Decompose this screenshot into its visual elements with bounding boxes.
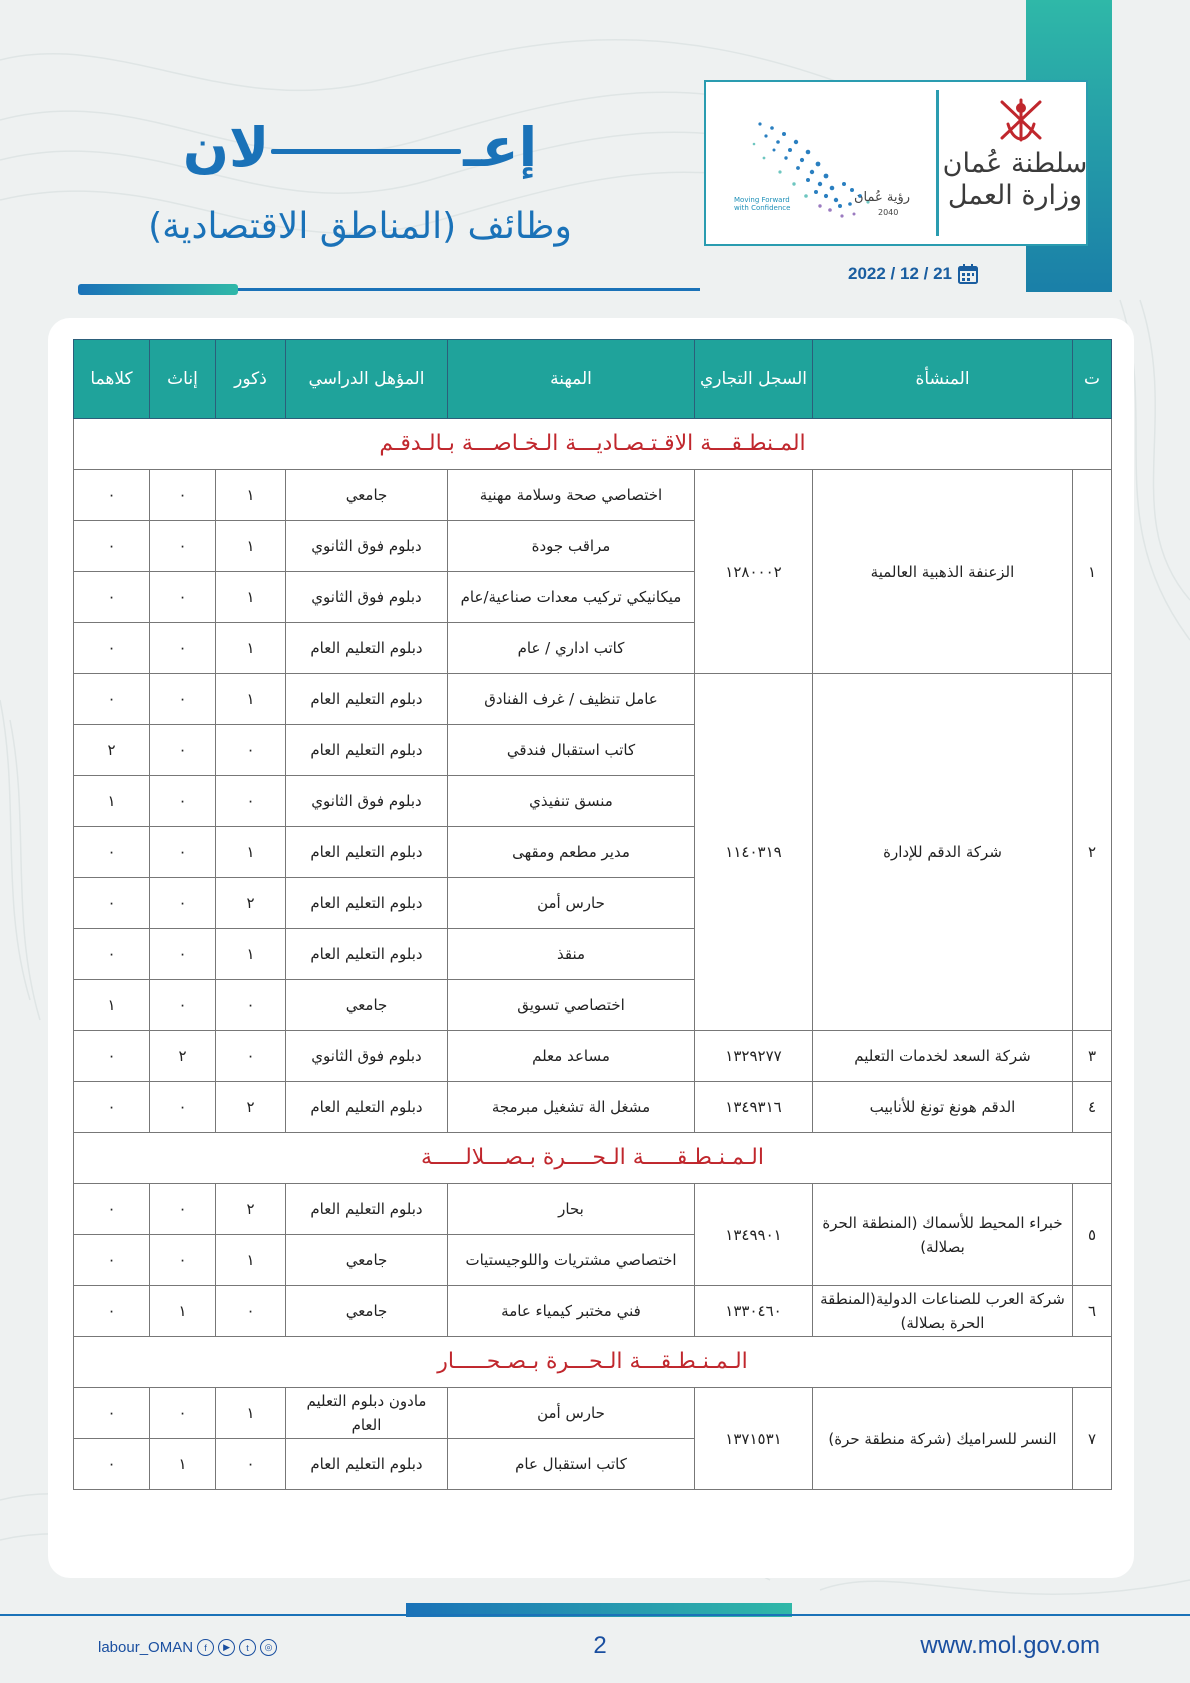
cell-profession: مشغل الة تشغيل مبرمجة [448, 1082, 695, 1133]
cell-commercial-register: ١٣٧١٥٣١ [695, 1388, 813, 1490]
cell-both: ١ [74, 776, 150, 827]
cell-both: ٠ [74, 572, 150, 623]
ministry-name [942, 148, 1088, 212]
cell-male: ١ [216, 674, 286, 725]
cell-profession: كاتب استقبال عام [448, 1439, 695, 1490]
cell-company: الدقم هونغ تونغ للأنابيب [813, 1082, 1073, 1133]
cell-qualification: دبلوم التعليم العام [286, 827, 448, 878]
cell-qualification: دبلوم التعليم العام [286, 674, 448, 725]
cell-profession: مساعد معلم [448, 1031, 695, 1082]
cell-qualification: دبلوم فوق الثانوي [286, 572, 448, 623]
table-header-row [74, 340, 1112, 419]
cell-qualification: دبلوم التعليم العام [286, 929, 448, 980]
cell-qualification: دبلوم فوق الثانوي [286, 776, 448, 827]
cell-qualification: دبلوم فوق الثانوي [286, 1031, 448, 1082]
cell-company: شركة السعد لخدمات التعليم [813, 1031, 1073, 1082]
cell-profession: منقذ [448, 929, 695, 980]
cell-profession: فني مختبر كيمياء عامة [448, 1286, 695, 1337]
cell-female: ٠ [150, 1184, 216, 1235]
cell-qualification: دبلوم التعليم العام [286, 1439, 448, 1490]
table-row [74, 1286, 1112, 1337]
page-subtitle: وظائف (المناطق الاقتصادية) [148, 206, 572, 247]
cell-both: ٠ [74, 1286, 150, 1337]
vision-en-line1: Moving Forward [734, 196, 790, 204]
cell-profession: ميكانيكي تركيب معدات صناعية/عام [448, 572, 695, 623]
column-header: السجل التجاري [695, 340, 813, 419]
cell-commercial-register: ١٣٤٩٣١٦ [695, 1082, 813, 1133]
ministry-name-line2: وزارة العمل [947, 180, 1083, 211]
cell-profession: مدير مطعم ومقهى [448, 827, 695, 878]
cell-commercial-register: ١٣٤٩٩٠١ [695, 1184, 813, 1286]
table-row [74, 674, 1112, 725]
cell-male: ١ [216, 929, 286, 980]
cell-female: ٠ [150, 827, 216, 878]
column-header: المهنة [448, 340, 695, 419]
cell-male: ٢ [216, 878, 286, 929]
cell-commercial-register: ١٣٣٠٤٦٠ [695, 1286, 813, 1337]
cell-male: ٠ [216, 1031, 286, 1082]
section-title: الـمـنـطـقـــــة الـحــــرة بـصـــلالـــــة [74, 1133, 1112, 1184]
cell-female: ٠ [150, 980, 216, 1031]
cell-company: خبراء المحيط للأسماك (المنطقة الحرة بصلالة) [813, 1184, 1073, 1286]
cell-both: ٠ [74, 1082, 150, 1133]
cell-profession: اختصاصي صحة وسلامة مهنية [448, 470, 695, 521]
cell-both: ٢ [74, 725, 150, 776]
cell-both: ٠ [74, 674, 150, 725]
table-row [74, 470, 1112, 521]
cell-both: ٠ [74, 1439, 150, 1490]
cell-both: ٠ [74, 878, 150, 929]
cell-qualification: دبلوم التعليم العام [286, 623, 448, 674]
cell-male: ١ [216, 1388, 286, 1439]
cell-both: ٠ [74, 929, 150, 980]
cell-male: ٢ [216, 1082, 286, 1133]
cell-qualification: دبلوم التعليم العام [286, 878, 448, 929]
cell-profession: حارس أمن [448, 1388, 695, 1439]
cell-female: ٠ [150, 623, 216, 674]
section-title: المـنطـقـــة الاقـتـصـاديـــة الـخـاصـــة بـالـدقـم [74, 419, 1112, 470]
social-handle-text[interactable]: labour_OMAN [98, 1639, 194, 1656]
title-tatweel [271, 149, 461, 154]
logo-divider [936, 90, 939, 236]
cell-number: ٤ [1073, 1082, 1112, 1133]
vision-text: رؤية عُمان [854, 190, 911, 205]
column-header: كلاهما [74, 340, 150, 419]
cell-female: ١ [150, 1286, 216, 1337]
ministry-name-line1: سلطنة عُمان [942, 148, 1088, 179]
cell-company: شركة الدقم للإدارة [813, 674, 1073, 1031]
section-title: الـمـنـطـقـــة الـحـــرة بـصـحـــــار [74, 1337, 1112, 1388]
cell-male: ٠ [216, 1439, 286, 1490]
cell-qualification: جامعي [286, 470, 448, 521]
oman-emblem-icon [994, 94, 1048, 148]
vision-en-line2: with Confidence [734, 204, 791, 212]
cell-female: ٠ [150, 725, 216, 776]
table-row [74, 1031, 1112, 1082]
cell-company: النسر للسراميك (شركة منطقة حرة) [813, 1388, 1073, 1490]
jobs-table [73, 339, 1112, 1490]
website-link[interactable]: www.mol.gov.om [920, 1632, 1100, 1659]
cell-male: ١ [216, 623, 286, 674]
table-body [74, 419, 1112, 1490]
cell-profession: مراقب جودة [448, 521, 695, 572]
cell-female: ٠ [150, 674, 216, 725]
title-part-end: لان [182, 116, 270, 179]
cell-male: ٠ [216, 725, 286, 776]
cell-profession: كاتب استقبال فندقي [448, 725, 695, 776]
date-row [848, 264, 978, 284]
cell-male: ٢ [216, 1184, 286, 1235]
youtube-icon[interactable]: ▶ [218, 1639, 235, 1656]
cell-qualification: جامعي [286, 1286, 448, 1337]
cell-female: ٠ [150, 1235, 216, 1286]
cell-female: ٠ [150, 878, 216, 929]
facebook-icon[interactable]: f [197, 1639, 214, 1656]
cell-profession: كاتب اداري / عام [448, 623, 695, 674]
cell-female: ٠ [150, 776, 216, 827]
cell-commercial-register: ١٣٢٩٢٧٧ [695, 1031, 813, 1082]
table-row [74, 1082, 1112, 1133]
cell-female: ٠ [150, 1082, 216, 1133]
table-row [74, 1184, 1112, 1235]
cell-number: ١ [1073, 470, 1112, 674]
cell-number: ٢ [1073, 674, 1112, 1031]
cell-profession: اختصاصي تسويق [448, 980, 695, 1031]
cell-male: ١ [216, 470, 286, 521]
cell-male: ١ [216, 827, 286, 878]
cell-both: ٠ [74, 1031, 150, 1082]
cell-profession: عامل تنظيف / غرف الفنادق [448, 674, 695, 725]
cell-qualification: دبلوم التعليم العام [286, 725, 448, 776]
section-row [74, 1337, 1112, 1388]
cell-commercial-register: ١١٤٠٣١٩ [695, 674, 813, 1031]
cell-female: ٠ [150, 470, 216, 521]
cell-commercial-register: ١٢٨٠٠٠٢ [695, 470, 813, 674]
table-row [74, 1388, 1112, 1439]
cell-qualification: جامعي [286, 980, 448, 1031]
cell-both: ٠ [74, 521, 150, 572]
twitter-icon[interactable]: t [239, 1639, 256, 1656]
cell-both: ٠ [74, 623, 150, 674]
cell-female: ٠ [150, 929, 216, 980]
cell-female: ٢ [150, 1031, 216, 1082]
cell-male: ١ [216, 521, 286, 572]
cell-profession: بحار [448, 1184, 695, 1235]
cell-qualification: مادون دبلوم التعليم العام [286, 1388, 448, 1439]
cell-both: ٠ [74, 827, 150, 878]
footer-divider [0, 1614, 1190, 1616]
cell-both: ٠ [74, 1235, 150, 1286]
cell-female: ٠ [150, 572, 216, 623]
cell-female: ١ [150, 1439, 216, 1490]
cell-company: شركة العرب للصناعات الدولية(المنطقة الحرة بصلالة) [813, 1286, 1073, 1337]
section-row [74, 1133, 1112, 1184]
page-number: 2 [593, 1632, 607, 1659]
column-header: المنشأة [813, 340, 1073, 419]
cell-both: ٠ [74, 1388, 150, 1439]
cell-profession: منسق تنفيذي [448, 776, 695, 827]
cell-female: ٠ [150, 1388, 216, 1439]
cell-company: الزعنفة الذهبية العالمية [813, 470, 1073, 674]
cell-male: ١ [216, 572, 286, 623]
cell-male: ٠ [216, 776, 286, 827]
cell-qualification: دبلوم فوق الثانوي [286, 521, 448, 572]
column-header: المؤهل الدراسي [286, 340, 448, 419]
social-handle[interactable] [98, 1639, 277, 1656]
cell-female: ٠ [150, 521, 216, 572]
cell-number: ٧ [1073, 1388, 1112, 1490]
column-header: ذكور [216, 340, 286, 419]
cell-number: ٣ [1073, 1031, 1112, 1082]
vision-english-tagline [734, 196, 790, 212]
cell-qualification: دبلوم التعليم العام [286, 1184, 448, 1235]
cell-qualification: جامعي [286, 1235, 448, 1286]
cell-male: ١ [216, 1235, 286, 1286]
column-header: إناث [150, 340, 216, 419]
calendar-icon [958, 264, 978, 284]
cell-both: ١ [74, 980, 150, 1031]
cell-both: ٠ [74, 1184, 150, 1235]
cell-profession: حارس أمن [448, 878, 695, 929]
instagram-icon[interactable]: ◎ [260, 1639, 277, 1656]
page-title [100, 116, 620, 179]
cell-qualification: دبلوم التعليم العام [286, 1082, 448, 1133]
title-part-start: إعـ [463, 116, 538, 179]
title-underline-accent [78, 284, 238, 295]
section-row [74, 419, 1112, 470]
cell-number: ٥ [1073, 1184, 1112, 1286]
announcement-date: 2022 / 12 / 21 [848, 264, 952, 283]
logo-panel [704, 80, 1088, 246]
vision-year: 2040 [878, 208, 899, 217]
cell-male: ٠ [216, 980, 286, 1031]
vision-2040-logo [720, 114, 930, 234]
column-header: ت [1073, 340, 1112, 419]
cell-both: ٠ [74, 470, 150, 521]
cell-profession: اختصاصي مشتريات واللوجيستيات [448, 1235, 695, 1286]
cell-male: ٠ [216, 1286, 286, 1337]
cell-number: ٦ [1073, 1286, 1112, 1337]
